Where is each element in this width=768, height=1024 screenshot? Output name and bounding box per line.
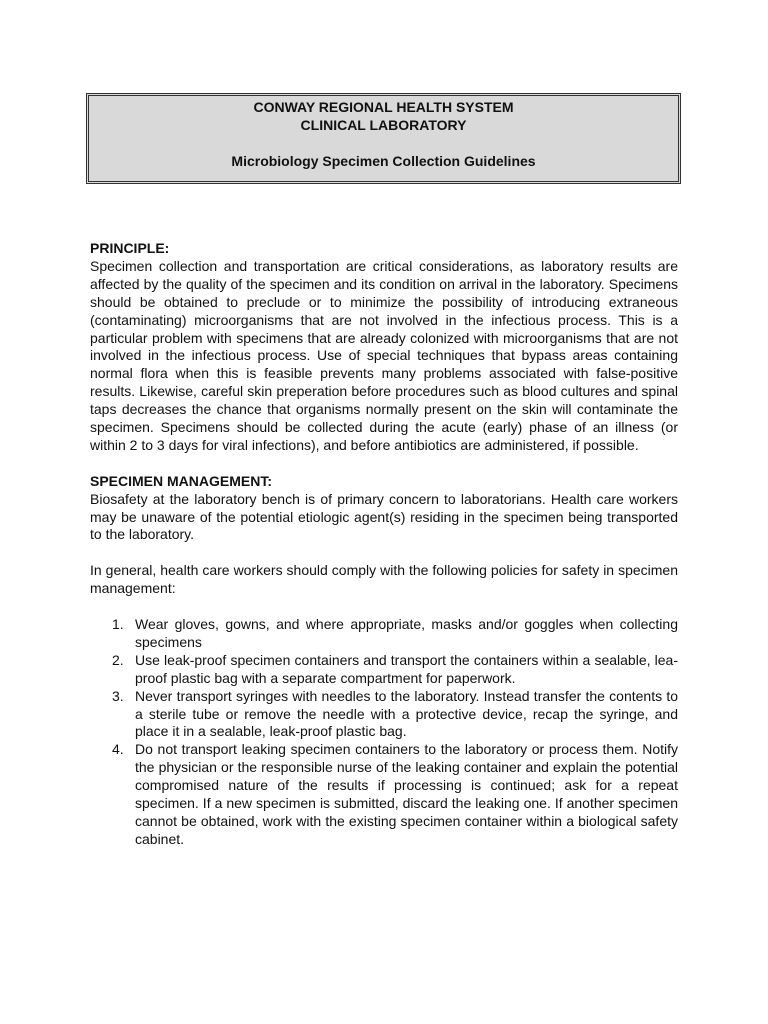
- document-title: Microbiology Specimen Collection Guidelines: [231, 153, 536, 169]
- list-item-number: 4.: [112, 741, 124, 758]
- list-item-text: Do not transport leaking specimen containers to the laboratory or process them. Notify the physician or the responsible nurse of the leaking container and explain the potential compromised nature of the results if processing is continued; ask for a repeat specimen. If a new specimen is submitted, discard the leaking one. If another specimen cannot be obtained, work with the existing specimen container within a biological safety cabinet.: [135, 741, 678, 847]
- organization-name: CONWAY REGIONAL HEALTH SYSTEM: [253, 99, 514, 115]
- list-item: [90, 652, 678, 688]
- principle-paragraph: Specimen collection and transportation are critical considerations, as laboratory results are affected by the quality of the specimen and its condition on arrival in the laboratory. Specimens should be obtained to preclude or to minimize the possibility of introducing extraneous (contaminating) microorganisms that are not involved in the infectious process. This is a particular problem with specimens that are already colonized with microorganisms that are not involved in the infectious process. Use of special techniques that bypass areas containing normal flora when this is feasible prevents many problems associated with false-positive results. Likewise, careful skin preperation before procedures such as blood cultures and spinal taps decreases the chance that organisms normally present on the skin will contaminate the specimen. Specimens should be collected during the acute (early) phase of an illness (or within 2 to 3 days for viral infections), and before antibiotics are administered, if possible.: [90, 257, 678, 453]
- list-item-text: Wear gloves, gowns, and where appropriate, masks and/or goggles when collecting specimens: [135, 615, 678, 650]
- list-item-text: Use leak-proof specimen containers and transport the containers within a sealable, lea-proof plastic bag with a separate compartment for paperwork.: [135, 651, 678, 686]
- specimen-management-heading: SPECIMEN MANAGEMENT:: [90, 472, 273, 489]
- document-body: [90, 240, 678, 849]
- list-item-number: 3.: [112, 687, 124, 704]
- document-header: [86, 93, 681, 184]
- department-name: CLINICAL LABORATORY: [300, 117, 467, 133]
- biosafety-paragraph: Biosafety at the laboratory bench is of primary concern to laboratorians. Health care workers may be unaware of the potential etiologic agent(s) residing in the specimen being transported to the laboratory.: [90, 490, 678, 543]
- policies-intro-paragraph: In general, health care workers should comply with the following policies for safety in specimen management:: [90, 562, 678, 597]
- list-item: [90, 688, 678, 742]
- list-item-number: 1.: [112, 615, 124, 632]
- list-item: [90, 741, 678, 848]
- principle-heading: PRINCIPLE:: [90, 240, 170, 256]
- policy-list: [90, 616, 678, 849]
- list-item-number: 2.: [112, 651, 124, 668]
- list-item-text: Never transport syringes with needles to the laboratory. Instead transfer the contents to a sterile tube or remove the needle with a protective device, recap the syringe, and place it in a sealable, leak-proof plastic bag.: [135, 687, 678, 740]
- list-item: [90, 616, 678, 652]
